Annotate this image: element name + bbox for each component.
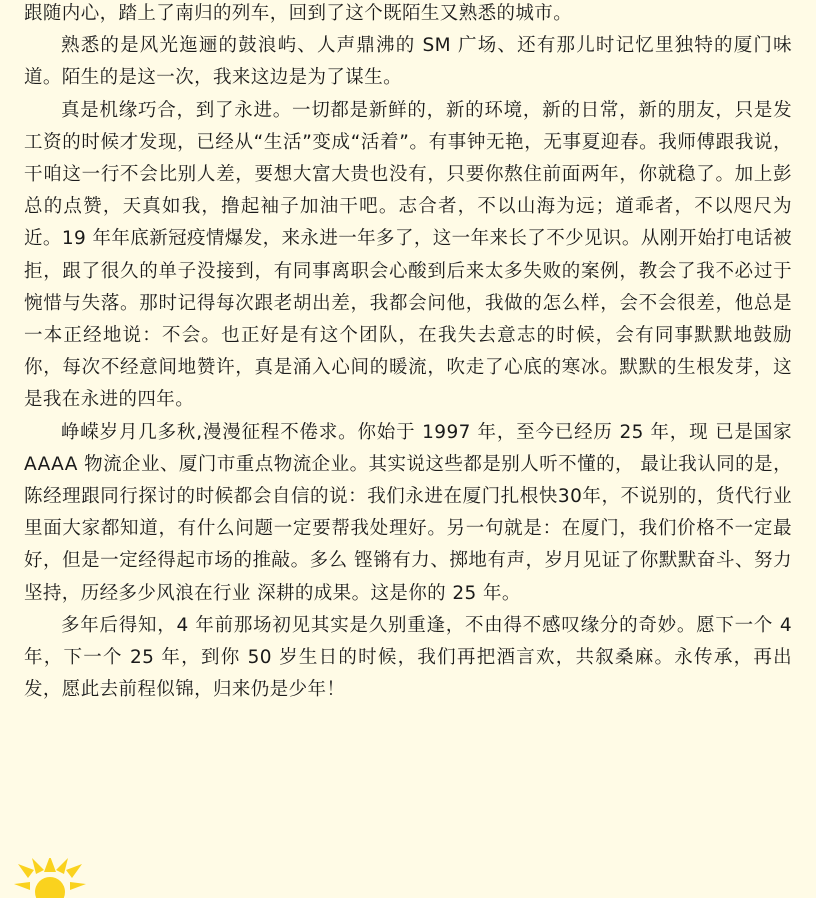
paragraph-5: 多年后得知，4 年前那场初见其实是久别重逢，不由得不感叹缘分的奇妙。愿下一个 4 年，下一个 25 年，到你 50 岁生日的时候，我们再把酒言欢，共叙桑麻。永传承，再出发，愿此去前程似锦，归来仍是少年！ (24, 614, 792, 701)
paragraph-2: 熟悉的是风光迤逦的鼓浪屿、人声鼎沸的 SM 广场、还有那儿时记忆里独特的厦门味道。陌生的是这一次，我来这边是为了谋生。 (24, 35, 792, 89)
paragraph-4: 峥嵘岁月几多秋,漫漫征程不倦求。你始于 1997 年，至今已经历 25 年，现 已是国家 AAAA 物流企业、厦门市重点物流企业。其实说这些都是别人听不懂的， 最让我认同的是，陈经理跟同行探讨的时候都会自信的说：我们永进在厦门扎根快30年，不说别的，货代行业里面大家都知道，有什么问题一定要帮我处理好。另一句就是：在厦门，我们价格不一定最好，但是一定经得起市场的推敲。多么 铿锵有力、掷地有声，岁月见证了你默默奋斗、努力坚持，历经多少风浪在行业 深耕的成果。这是你的 25 年。 (24, 421, 792, 604)
paragraph-3: 真是机缘巧合，到了永进。一切都是新鲜的，新的环境，新的日常，新的朋友，只是发工资的时候才发现，已经从“生活”变成“活着”。有事钟无艳，无事夏迎春。我师傅跟我说，干咱这一行不会比别人差，要想大富大贵也没有，只要你熬住前面两年，你就稳了。加上彭总的点赞，天真如我，撸起袖子加油干吧。志合者，不以山海为远；道乖者，不以咫尺为近。19 年年底新冠疫情爆发，来永进一年多了，这一年来长了不少见识。从刚开始打电话被拒，跟了很久的单子没接到，有同事离职会心酸到后来太多失败的案例，教会了我不必过于惋惜与失落。那时记得每次跟老胡出差，我都会问他，我做的怎么样，会不会很差，他总是一本正经地说：不会。也正好是有这个团队，在我失去意志的时候，会有同事默默地鼓励你，每次不经意间地赞许，真是涌入心间的暖流，吹走了心底的寒冰。默默的生根发芽，这是我在永进的四年。 (24, 99, 792, 411)
paragraph-1: 跟随内心，踏上了南归的列车，回到了这个既陌生又熟悉的城市。 (24, 3, 573, 24)
sun-icon (14, 858, 86, 898)
article-body (24, 0, 792, 706)
